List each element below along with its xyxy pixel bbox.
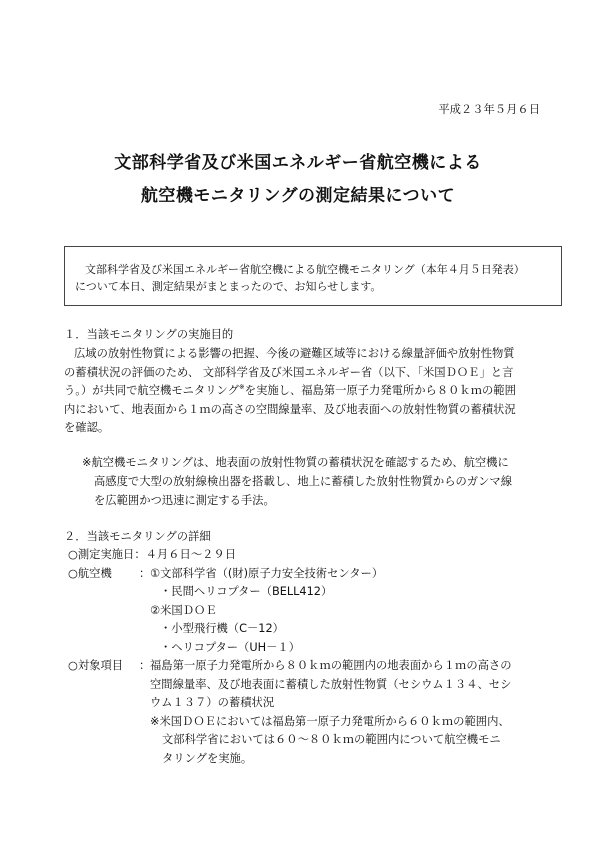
document-title-line-2: 航空機モニタリングの測定結果について bbox=[140, 186, 456, 206]
measurement-period: ○測定実施日：４月６日～２９日 bbox=[68, 548, 237, 561]
target-line-1: 福島第一原子力発電所から８０ｋｍの範囲内の地表面から１ｍの高さの bbox=[150, 659, 512, 672]
target-colon: ： bbox=[139, 659, 151, 672]
aircraft-doe: ②米国ＤＯＥ bbox=[150, 604, 217, 617]
target-note-line-1: ※米国ＤＯＥにおいては福島第一原子力発電所から６０ｋｍの範囲内、 bbox=[150, 715, 510, 728]
section2-heading: ２．当該モニタリングの詳細 bbox=[64, 530, 211, 543]
section1-paragraph-line-3 bbox=[64, 382, 516, 399]
aircraft-label: ○航空機 bbox=[68, 567, 112, 580]
section1-paragraph-line-3a: う。）が共同で航空機モニタリング bbox=[64, 384, 239, 397]
section1-note-line-1: ※航空機モニタリングは、地表面の放射性物質の蓄積状況を確認するため、航空機に bbox=[82, 456, 509, 469]
aircraft-colon: ： bbox=[139, 567, 151, 580]
section1-note-line-3: を広範囲かつ迅速に測定する手法。 bbox=[94, 494, 275, 507]
aircraft-mext: ①文部科学省（(財)原子力安全技術センター） bbox=[150, 567, 384, 580]
target-note-line-2: 文部科学省においては６０～８０ｋｍの範囲内について航空機モニ bbox=[162, 733, 501, 746]
notice-line-2: について本日、測定結果がまとまったので、お知らせします。 bbox=[75, 280, 382, 293]
section1-paragraph-line-5: を確認。 bbox=[64, 421, 110, 434]
footnote-marker: ※ bbox=[238, 383, 245, 391]
aircraft-doe-helicopter: ・ヘリコプター（UH－１） bbox=[160, 641, 301, 654]
document-title-line-1: 文部科学省及び米国エネルギー省航空機による bbox=[114, 153, 482, 173]
target-line-3: ウム１３７）の蓄積状況 bbox=[150, 696, 275, 709]
document-date: 平成２３年５月６日 bbox=[438, 103, 540, 116]
section1-note-line-2: 高感度で大型の放射線検出器を搭載し、地上に蓄積した放射性物質からのガンマ線 bbox=[94, 475, 512, 488]
notice-box bbox=[64, 246, 562, 306]
notice-line-1: 文部科学省及び米国エネルギー省航空機による航空機モニタリング（本年４月５日発表） bbox=[85, 263, 525, 276]
section1-paragraph-line-1: 広域の放射性物質による影響の把握、今後の避難区域等における線量評価や放射性物質 bbox=[74, 347, 515, 360]
target-label: ○対象項目 bbox=[68, 659, 124, 672]
section1-paragraph-line-2: の蓄積状況の評価のため、 文部科学省及び米国エネルギー省（以下、「米国ＤＯＥ」と言 bbox=[64, 366, 514, 379]
target-line-2: 空間線量率、及び地表面に蓄積した放射性物質（セシウム１３４、セシ bbox=[150, 678, 512, 691]
aircraft-mext-helicopter: ・民間ヘリコプター（BELL412） bbox=[160, 585, 333, 598]
aircraft-doe-plane: ・小型飛行機（C－12） bbox=[160, 622, 284, 635]
section1-paragraph-line-4: 内において、地表面から１ｍの高さの空間線量率、及び地表面への放射性物質の蓄積状況 bbox=[64, 403, 516, 416]
section1-paragraph-line-3b: を実施し、福島第一原子力発電所から８０ｋｍの範囲 bbox=[244, 384, 516, 397]
target-note-line-3: タリングを実施。 bbox=[162, 752, 253, 765]
section1-heading: １．当該モニタリングの実施目的 bbox=[64, 328, 234, 341]
